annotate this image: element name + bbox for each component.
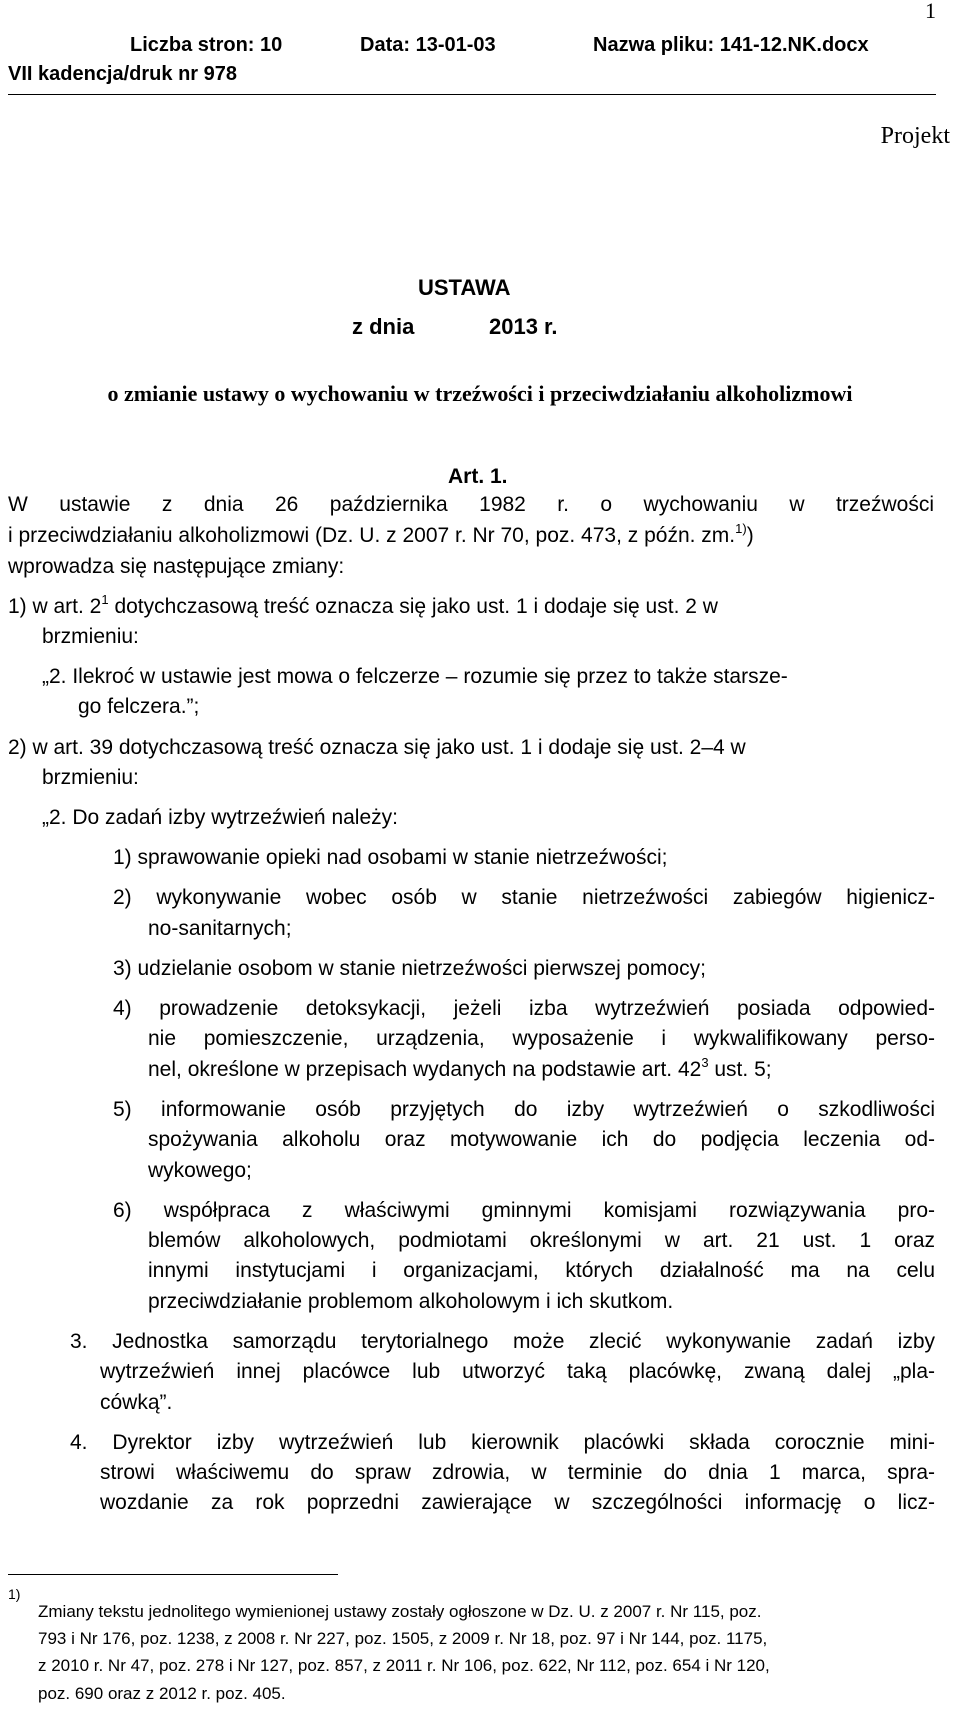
item-6-line-2: blemów alkoholowych, podmiotami określonymi w art. 21 ust. 1 oraz (148, 1229, 935, 1252)
footnote-marker: 1) (8, 1586, 21, 1602)
header-date: Data: 13-01-03 (360, 34, 496, 56)
ust-4-line-2: strowi właściwemu do spraw zdrowia, w terminie do dnia 1 marca, spra- (100, 1461, 935, 1484)
act-date-suffix: 2013 r. (489, 314, 558, 339)
item-5-line-3: wykowego; (148, 1159, 252, 1182)
art1-intro-line-1: W ustawie z dnia 26 października 1982 r. o wychowaniu w trzeźwości (8, 493, 934, 516)
act-date-prefix: z dnia (352, 314, 415, 339)
act-type: USTAWA (418, 275, 511, 300)
item-5-line-2: spożywania alkoholu oraz motywowanie ich do podjęcia leczenia od- (148, 1128, 935, 1151)
footnote-line-2: 793 i Nr 176, poz. 1238, z 2008 r. Nr 227, poz. 1505, z 2009 r. Nr 18, poz. 97 i Nr 144, poz. 1175, (38, 1629, 768, 1648)
item-4-line-3 (148, 1055, 772, 1082)
ust-4-line-1: 4. Dyrektor izby wytrzeźwień lub kierownik placówki składa corocznie mini- (70, 1431, 935, 1454)
point-2-line-1: 2) w art. 39 dotychczasową treść oznacza się jako ust. 1 i dodaje się ust. 2–4 w (8, 736, 746, 759)
item-1: 1) sprawowanie opieki nad osobami w stanie nietrzeźwości; (113, 846, 668, 869)
point-2-line-2: brzmieniu: (42, 766, 139, 789)
item-2-line-1: 2) wykonywanie wobec osób w stanie nietrzeźwości zabiegów higienicz- (113, 886, 935, 909)
header-rule (8, 94, 936, 95)
art1-intro-line-2 (8, 521, 754, 548)
header-pages: Liczba stron: 10 (130, 34, 283, 56)
act-subject: o zmianie ustawy o wychowaniu w trzeźwości i przeciwdziałaniu alkoholizmowi (107, 381, 853, 406)
item-6-line-3: innymi instytucjami i organizacjami, których działalność ma na celu (148, 1259, 935, 1282)
point-1-line-2: brzmieniu: (42, 625, 139, 648)
point-1-text-a: 1) w art. 2 (8, 595, 102, 618)
intro-close: ) (746, 524, 754, 547)
item-6-line-1: 6) współpraca z właściwymi gminnymi komisjami rozwiązywania pro- (113, 1199, 935, 1222)
point-1-quote-1: „2. Ilekroć w ustawie jest mowa o felczerze – rozumie się przez to także starsze- (42, 665, 788, 688)
item-3: 3) udzielanie osobom w stanie nietrzeźwości pierwszej pomocy; (113, 957, 706, 980)
header-term: VII kadencja/druk nr 978 (8, 63, 237, 85)
footnote-line-3: z 2010 r. Nr 47, poz. 278 i Nr 127, poz. 857, z 2011 r. Nr 106, poz. 622, Nr 112, poz. 654 i Nr 120, (38, 1656, 770, 1675)
point-1-text-b: dotychczasową treść oznacza się jako ust. 1 i dodaje się ust. 2 w (108, 595, 718, 618)
item-5-line-1: 5) informowanie osób przyjętych do izby wytrzeźwień o szkodliwości (113, 1098, 935, 1121)
footnote-rule (8, 1574, 338, 1575)
footnote-line-1: Zmiany tekstu jednolitego wymienionej ustawy zostały ogłoszone w Dz. U. z 2007 r. Nr 115, poz. (38, 1602, 762, 1621)
point-1-line-1 (8, 592, 718, 619)
intro-text: i przeciwdziałaniu alkoholizmowi (Dz. U. z 2007 r. Nr 70, poz. 473, z późn. zm. (8, 524, 736, 547)
ust-3-line-2: wytrzeźwień innej placówce lub utworzyć taką placówkę, zwaną dalej „pla- (100, 1360, 935, 1383)
footnote-line-4: poz. 690 oraz z 2012 r. poz. 405. (38, 1684, 286, 1703)
ust-4-line-3: wozdanie za rok poprzedni zawierające w szczególności informację o licz- (100, 1491, 935, 1514)
superscript: 1 (101, 592, 109, 607)
ust-3-line-3: cówką”. (100, 1391, 173, 1414)
item-4-line-1: 4) prowadzenie detoksykacji, jeżeli izba wytrzeźwień posiada odpowied- (113, 997, 935, 1020)
point-1-quote-2: go felczera.”; (78, 695, 200, 718)
item-4-text-a: nel, określone w przepisach wydanych na podstawie art. 42 (148, 1058, 702, 1081)
footnote-ref: 1) (735, 521, 747, 536)
item-4-line-2: nie pomieszczenie, urządzenia, wyposażenie i wykwalifikowany perso- (148, 1027, 935, 1050)
item-4-text-b: ust. 5; (708, 1058, 772, 1081)
header-filename: Nazwa pliku: 141-12.NK.docx (593, 34, 869, 56)
status-label: Projekt (880, 123, 950, 149)
page-number: 1 (925, 0, 936, 23)
item-6-line-4: przeciwdziałanie problemom alkoholowym i ich skutkom. (148, 1290, 674, 1313)
item-2-line-2: no-sanitarnych; (148, 917, 292, 940)
superscript: 3 (701, 1055, 709, 1070)
point-2-quote-0: „2. Do zadań izby wytrzeźwień należy: (42, 806, 398, 829)
article-heading: Art. 1. (448, 465, 508, 488)
ust-3-line-1: 3. Jednostka samorządu terytorialnego może zlecić wykonywanie zadań izby (70, 1330, 935, 1353)
art1-intro-line-3: wprowadza się następujące zmiany: (8, 555, 345, 578)
